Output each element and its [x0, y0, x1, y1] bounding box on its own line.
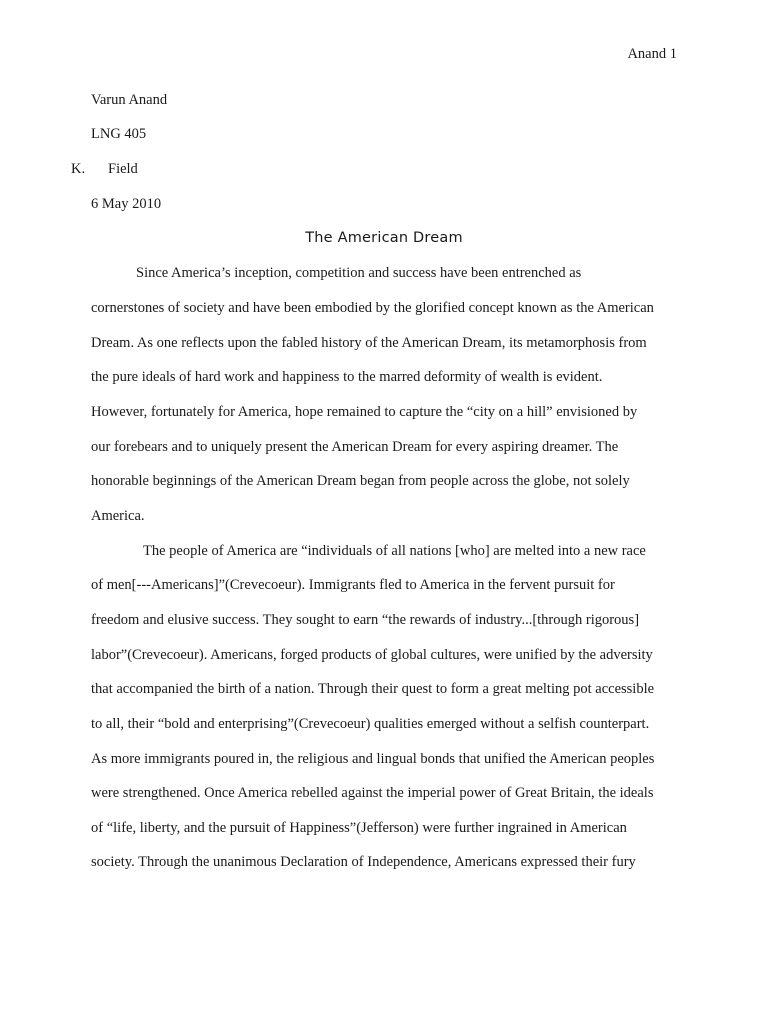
body-line: society. Through the unanimous Declaration of Independence, Americans expressed their fury — [91, 854, 636, 870]
body-line: our forebears and to uniquely present the American Dream for every aspiring dreamer. The — [91, 439, 619, 455]
body-line: As more immigrants poured in, the religious and lingual bonds that unified the American peoples — [91, 751, 655, 767]
body-line: were strengthened. Once America rebelled against the imperial power of Great Britain, the ideals — [91, 785, 654, 801]
body-line: The people of America are “individuals of all nations [who] are melted into a new race — [143, 543, 646, 559]
essay-date: 6 May 2010 — [91, 196, 162, 212]
body-line: of “life, liberty, and the pursuit of Happiness”(Jefferson) were further ingrained in American — [91, 820, 627, 836]
body-line: Since America’s inception, competition and success have been entrenched as — [136, 265, 582, 281]
body-line: honorable beginnings of the American Dream began from people across the globe, not solely — [91, 473, 630, 489]
body-line: labor”(Crevecoeur). Americans, forged products of global cultures, were unified by the adversity — [91, 647, 653, 663]
body-line: the pure ideals of hard work and happiness to the marred deformity of wealth is evident. — [91, 369, 603, 385]
instructor-prefix: K. — [71, 161, 86, 177]
body-line: of men[---Americans]”(Crevecoeur). Immigrants fled to America in the fervent pursuit for — [91, 577, 615, 593]
body-line: to all, their “bold and enterprising”(Crevecoeur) qualities emerged without a selfish counterpart. — [91, 716, 650, 732]
instructor-line — [71, 159, 138, 179]
course-code: LNG 405 — [91, 126, 147, 142]
body-line: However, fortunately for America, hope remained to capture the “city on a hill” envisioned by — [91, 404, 638, 420]
body-line: Dream. As one reflects upon the fabled history of the American Dream, its metamorphosis from — [91, 335, 647, 351]
body-line: America. — [91, 508, 145, 524]
running-head: Anand 1 — [627, 46, 677, 62]
body-line: cornerstones of society and have been embodied by the glorified concept known as the American — [91, 300, 654, 316]
body-line: that accompanied the birth of a nation. Through their quest to form a great melting pot accessible — [91, 681, 655, 697]
instructor-name: Field — [108, 161, 138, 177]
author-name: Varun Anand — [91, 92, 168, 108]
essay-title: The American Dream — [305, 230, 463, 246]
body-line: freedom and elusive success. They sought to earn “the rewards of industry...[through rigorous] — [91, 612, 640, 628]
